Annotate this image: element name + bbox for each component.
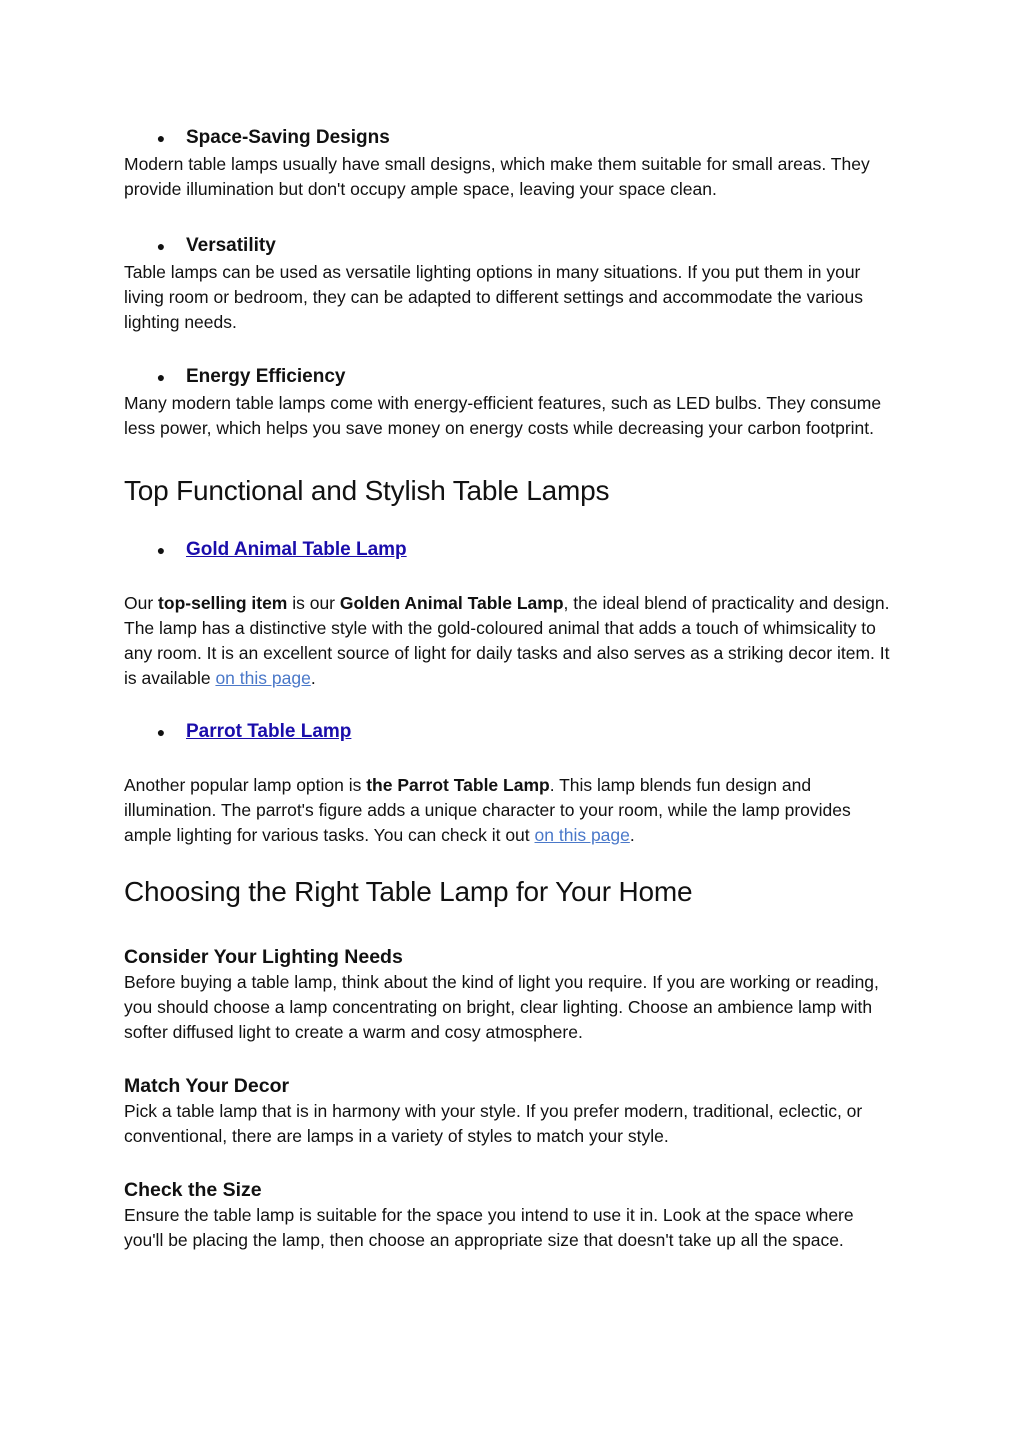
text-run: is our [287, 593, 340, 613]
subheading-match-decor: Match Your Decor [124, 1075, 290, 1097]
subheading-lighting-needs: Consider Your Lighting Needs [124, 946, 403, 968]
bullet-dot: ● [156, 369, 166, 385]
text-run: . [310, 668, 316, 688]
section-body: Table lamps can be used as versatile lighting options in many situations. If you put them in your living room or bedroom, they can be adapted to different settings and accommodate the various lighting needs. [124, 262, 863, 332]
gold-lamp-paragraph [124, 591, 894, 691]
section-heading: Space-Saving Designs [186, 127, 390, 148]
section-heading: Energy Efficiency [186, 366, 346, 387]
text-run: . This lamp blends fun design and illumination. The parrot's figure adds a unique character to your room, while the lamp provides ample lighting for various tasks. You can check it out [124, 775, 851, 845]
section-body: Modern table lamps usually have small designs, which make them suitable for small areas. They provide illumination but don't occupy ample space, leaving your space clean. [124, 154, 870, 199]
bullet-heading-space-saving [124, 124, 894, 152]
gold-lamp-page-link[interactable]: on this page [215, 668, 311, 688]
section-title-choosing: Choosing the Right Table Lamp for Your Home [124, 876, 693, 907]
lighting-needs-body: Before buying a table lamp, think about the kind of light you require. If you are working or reading, you should choose a lamp concentrating on bright, clear lighting. Choose an ambience lamp with softer diffused light to create a warm and cosy atmosphere. [124, 972, 879, 1042]
bullet-dot: ● [156, 130, 166, 146]
section-body: Many modern table lamps come with energy-efficient features, such as LED bulbs. They consume less power, which helps you save money on energy costs while decreasing your carbon footprint. [124, 393, 882, 438]
bold-text: top-selling item [158, 593, 288, 613]
subheading-check-size: Check the Size [124, 1179, 262, 1201]
gold-animal-lamp-link[interactable]: Gold Animal Table Lamp [186, 539, 407, 560]
section-title-top-lamps: Top Functional and Stylish Table Lamps [124, 475, 610, 506]
bold-text: Golden Animal Table Lamp [339, 593, 564, 613]
bullet-link-parrot [124, 718, 894, 746]
parrot-lamp-link[interactable]: Parrot Table Lamp [186, 721, 352, 742]
bullet-dot: ● [156, 724, 166, 740]
parrot-lamp-page-link[interactable]: on this page [534, 825, 630, 845]
match-decor-body: Pick a table lamp that is in harmony with your style. If you prefer modern, traditional, eclectic, or conventional, there are lamps in a variety of styles to match your style. [124, 1101, 863, 1146]
parrot-lamp-paragraph [124, 773, 894, 848]
check-size-body: Ensure the table lamp is suitable for the space you intend to use it in. Look at the space where you'll be placing the lamp, then choose an appropriate size that doesn't take up all the space. [124, 1205, 854, 1250]
section-heading: Versatility [186, 235, 276, 256]
text-run: . [629, 825, 635, 845]
bullet-heading-versatility [124, 232, 894, 260]
bold-text: the Parrot Table Lamp [366, 775, 550, 795]
text-run: Another popular lamp option is [124, 775, 367, 795]
bullet-dot: ● [156, 542, 166, 558]
text-run: , the ideal blend of practicality and design. The lamp has a distinctive style with the gold-coloured animal that adds a touch of whimsicality to any room. It is an excellent source of light for daily tasks and also serves as a striking decor item. It is available [124, 593, 890, 688]
text-run: Our [124, 593, 159, 613]
bullet-link-gold-animal [124, 536, 894, 564]
bullet-heading-energy-efficiency [124, 363, 894, 391]
document-page [124, 124, 894, 1253]
bullet-dot: ● [156, 238, 166, 254]
